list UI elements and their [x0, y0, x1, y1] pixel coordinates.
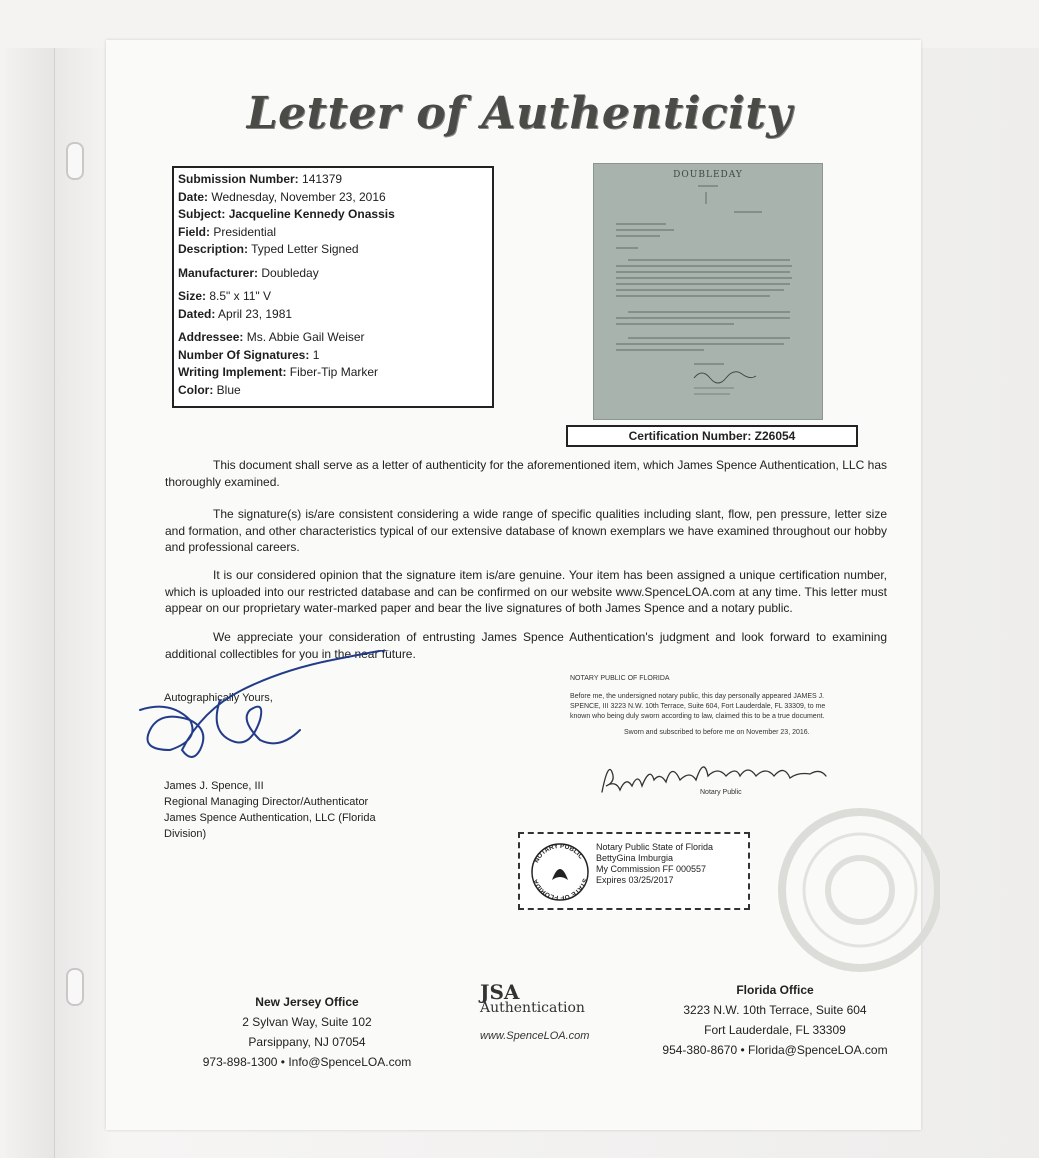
detail-value: Doubleday — [261, 265, 319, 280]
notary-text: SPENCE, III 3223 N.W. 10th Terrace, Suite 604, Fort Lauderdale, FL 33309, to me — [570, 703, 826, 710]
stamp-line: BettyGina Imburgia — [596, 853, 674, 863]
detail-row — [178, 329, 488, 347]
detail-row — [178, 265, 488, 283]
detail-row — [178, 189, 488, 207]
detail-row — [178, 241, 488, 259]
stamp-line: Notary Public State of Florida — [596, 842, 714, 852]
detail-label: Subject: — [178, 207, 226, 221]
nj-office-heading: New Jersey Office — [255, 995, 359, 1009]
detail-value: Blue — [216, 382, 241, 397]
spence-signature — [130, 650, 490, 770]
logo-url: www.SpenceLOA.com — [480, 1030, 590, 1042]
notary-text: known who being duly sworn according to law, claimed this to be a true document. — [570, 713, 825, 720]
detail-row — [178, 347, 488, 365]
notary-text: Before me, the undersigned notary public, this day personally appeared JAMES J. — [570, 693, 825, 700]
embossed-seal — [770, 800, 940, 990]
body-paragraph: We appreciate your consideration of entrusting James Spence Authentication's judgment and look forward to examining additional collectibles for you in the near future. — [165, 630, 887, 661]
seal-bottom-text: STATE OF FLORIDA — [532, 877, 589, 902]
detail-value: 8.5" x 11" V — [209, 289, 272, 303]
page-title: Letter of Authenticity — [246, 88, 793, 139]
detail-label: Description: — [178, 242, 249, 256]
stamp-line: Expires 03/25/2017 — [596, 875, 674, 885]
submission-details-box — [172, 166, 494, 408]
detail-label: Dated: — [178, 306, 216, 321]
detail-label: Writing Implement: — [178, 365, 287, 379]
detail-label: Size: — [178, 289, 207, 303]
stamp-line: My Commission FF 000557 — [596, 864, 707, 874]
nj-office-line: Parsippany, NJ 07054 — [248, 1035, 366, 1049]
notary-header: NOTARY PUBLIC OF FLORIDA — [570, 675, 670, 682]
sheet-protector-edge — [6, 48, 54, 1158]
signer-name: James J. Spence, III — [164, 780, 264, 792]
detail-value: 141379 — [302, 172, 343, 186]
body-paragraph: This document shall serve as a letter of authenticity for the aforementioned item, which James Spence Authentication, LLC has thoroughly examined. — [165, 458, 887, 489]
nj-office-line: 973-898-1300 • Info@SpenceLOA.com — [202, 1055, 412, 1069]
notary-sign-label: Notary Public — [700, 789, 742, 796]
detail-label: Submission Number: — [178, 172, 299, 186]
fl-office-line: 954-380-8670 • Florida@SpenceLOA.com — [662, 1043, 888, 1057]
detail-value: Wednesday, November 23, 2016 — [211, 189, 386, 204]
photo-letter-text — [594, 164, 822, 419]
detail-row — [178, 171, 488, 189]
seal-top-text: NOTARY PUBLIC — [533, 842, 585, 865]
fl-office — [640, 980, 910, 1060]
nj-office-line: 2 Sylvan Way, Suite 102 — [242, 1015, 372, 1029]
detail-value: Ms. Abbie Gail Weiser — [246, 330, 365, 344]
detail-row — [178, 306, 488, 324]
detail-label: Number Of Signatures: — [178, 347, 310, 362]
detail-row — [178, 382, 488, 400]
detail-value: Jacqueline Kennedy Onassis — [228, 207, 395, 221]
photo-letterhead: DOUBLEDAY — [673, 170, 743, 180]
body-paragraph: It is our considered opinion that the signature item is/are genuine. Your item has been assigned a unique certification number, which is uploaded into our restricted database and can be confirmed on our website www.SpenceLOA.com at any time. This letter must appear on our proprietary water-marked paper and bear the live signatures of both James Spence and a notary public. — [165, 568, 887, 615]
signer-company: Division) — [164, 828, 207, 840]
binder-hole — [66, 968, 84, 1006]
jsa-logo — [480, 980, 600, 1042]
detail-row — [178, 288, 488, 306]
detail-label: Color: — [178, 382, 214, 397]
signer-title: Regional Managing Director/Authenticator — [164, 796, 369, 808]
notary-seal-icon — [528, 840, 592, 904]
detail-label: Field: — [178, 224, 210, 239]
item-photo — [593, 163, 823, 420]
signer-company: James Spence Authentication, LLC (Florida — [164, 812, 376, 824]
fl-office-line: Fort Lauderdale, FL 33309 — [704, 1023, 846, 1037]
notary-sworn: Sworn and subscribed to before me on November 23, 2016. — [624, 729, 810, 736]
logo-subtitle: Authentication — [480, 1000, 585, 1016]
detail-value: April 23, 1981 — [218, 306, 293, 321]
detail-row — [178, 364, 488, 382]
detail-label: Addressee: — [178, 330, 244, 344]
detail-value: Fiber-Tip Marker — [289, 365, 379, 379]
certification-number: Certification Number: Z26054 — [566, 425, 858, 447]
detail-value: 1 — [312, 347, 320, 362]
detail-value: Presidential — [213, 224, 277, 239]
body-paragraph: The signature(s) is/are consistent considering a wide range of specific qualities including slant, flow, pen pressure, letter size and formation, and other characteristics typical of our extensive database of known exemplars we have examined throughout our hobby and professional careers. — [165, 507, 887, 554]
detail-label: Manufacturer: — [178, 265, 259, 280]
logo-title: JSA — [480, 980, 520, 1004]
detail-value: Typed Letter Signed — [251, 242, 359, 256]
binder-hole — [66, 142, 84, 180]
fl-office-heading: Florida Office — [736, 983, 814, 997]
detail-row — [178, 224, 488, 242]
nj-office — [182, 992, 432, 1072]
stamp-lines — [596, 842, 713, 886]
detail-label: Date: — [178, 189, 209, 204]
closing: Autographically Yours, — [164, 692, 273, 704]
fl-office-line: 3223 N.W. 10th Terrace, Suite 604 — [683, 1003, 867, 1017]
detail-row — [178, 206, 488, 224]
